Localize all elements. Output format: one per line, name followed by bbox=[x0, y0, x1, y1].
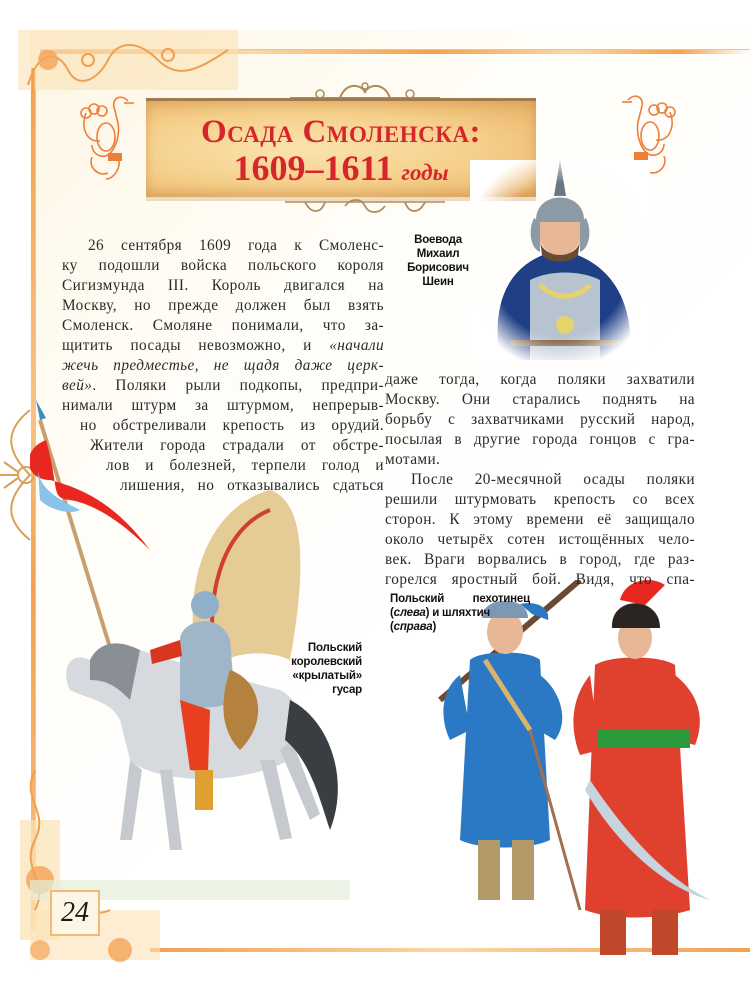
text-line: мотами. bbox=[385, 451, 441, 468]
text-line: Жители города страдали от обстре- bbox=[90, 437, 384, 454]
paren: ( bbox=[390, 607, 394, 619]
text-line-quote bbox=[62, 356, 384, 376]
text-line-with-quote bbox=[62, 376, 384, 396]
text-line-with-quote bbox=[62, 336, 384, 356]
caption-line bbox=[390, 620, 530, 634]
text-line: борьбу с захватчиками русский народ, bbox=[385, 411, 695, 428]
text-line: лишения, но отказывались сдаться bbox=[120, 477, 384, 494]
voivode-shein-illustration bbox=[470, 160, 650, 360]
title-years-word: годы bbox=[401, 160, 449, 185]
text-line: нимали штурм за штурмом, непрерыв- bbox=[62, 397, 384, 414]
body-text-left-column bbox=[62, 236, 384, 496]
caption-word: и bbox=[432, 607, 440, 619]
caption-word bbox=[390, 606, 429, 620]
caption-word: шляхтич bbox=[442, 607, 490, 619]
scroll-ornament-bottom-icon bbox=[285, 196, 445, 218]
caption-word: пехотинец bbox=[472, 593, 530, 605]
page-number: 24 bbox=[50, 890, 100, 936]
caption-shein bbox=[398, 233, 478, 289]
polish-soldiers-illustration bbox=[420, 580, 710, 960]
text-line: 26 сентября 1609 года к Смоленс- bbox=[88, 237, 384, 254]
caption-line: гусар bbox=[332, 684, 362, 696]
text-line: Смоленск. Смоляне понимали, что за- bbox=[62, 317, 384, 334]
text-line: посылая в другие города гонцов с гра- bbox=[385, 431, 695, 448]
body-text-right-column bbox=[385, 370, 695, 590]
text-line: Москву. Они старались поднять на bbox=[385, 391, 695, 408]
text-line: лов и болезней, терпели голод и bbox=[106, 457, 384, 474]
corner-ornament-top-left-icon bbox=[18, 30, 238, 90]
caption-word: Польский bbox=[390, 593, 445, 605]
paren: ) bbox=[432, 621, 437, 633]
quote-fragment: жечь предместье, не щадя даже церк- bbox=[62, 357, 384, 374]
text-line: горелся яростный бой. Видя, что спа- bbox=[385, 571, 695, 588]
caption-infantry-szlachcic bbox=[390, 592, 530, 634]
caption-line bbox=[390, 606, 490, 620]
title-years-range: 1609–1611 bbox=[233, 148, 394, 188]
sirin-bird-ornament-left-icon bbox=[78, 93, 142, 181]
caption-line: Михаил bbox=[416, 248, 460, 260]
caption-line bbox=[390, 592, 530, 606]
text-line: век. Враги ворвались в город, где раз- bbox=[385, 551, 695, 568]
side-ornament-icon bbox=[0, 400, 34, 550]
text-line: Сигизмунда III. Король двигался на bbox=[62, 277, 384, 294]
text-line: около четырёх сотен истощённых чело- bbox=[385, 531, 695, 548]
caption-line: Борисович bbox=[407, 262, 469, 274]
text-line: Москву, но прежде должен был взять bbox=[62, 297, 384, 314]
caption-line: «крылатый» bbox=[292, 670, 362, 682]
paren: ( bbox=[390, 621, 394, 633]
caption-line: королевский bbox=[291, 656, 362, 668]
text-line: решили штурмовать крепость со всех bbox=[385, 491, 695, 508]
text-line: сторон. К этому времени её защищало bbox=[385, 511, 695, 528]
page-title: Осада Смоленска: bbox=[201, 114, 481, 150]
caption-line: Польский bbox=[307, 642, 362, 654]
text-line: даже тогда, когда поляки захватили bbox=[385, 371, 695, 388]
text-line: ку подошли войска польского короля bbox=[62, 257, 384, 274]
caption-italic: слева bbox=[393, 607, 426, 619]
caption-line: Воевода bbox=[414, 234, 462, 246]
caption-line: Шеин bbox=[422, 276, 454, 288]
paren: ) bbox=[425, 607, 430, 619]
quote-fragment: вей» bbox=[62, 377, 93, 394]
quote-fragment: «начали bbox=[329, 337, 384, 354]
caption-hussar bbox=[262, 641, 362, 697]
text-line: После 20-месячной осады поляки bbox=[411, 471, 695, 488]
caption-italic: справа bbox=[393, 621, 433, 633]
text-fragment: . Поляки рыли подкопы, предпри- bbox=[92, 377, 384, 394]
text-line: но обстреливали крепость из орудий. bbox=[80, 417, 384, 434]
text-fragment: щитить посады невозможно, и bbox=[62, 337, 330, 354]
